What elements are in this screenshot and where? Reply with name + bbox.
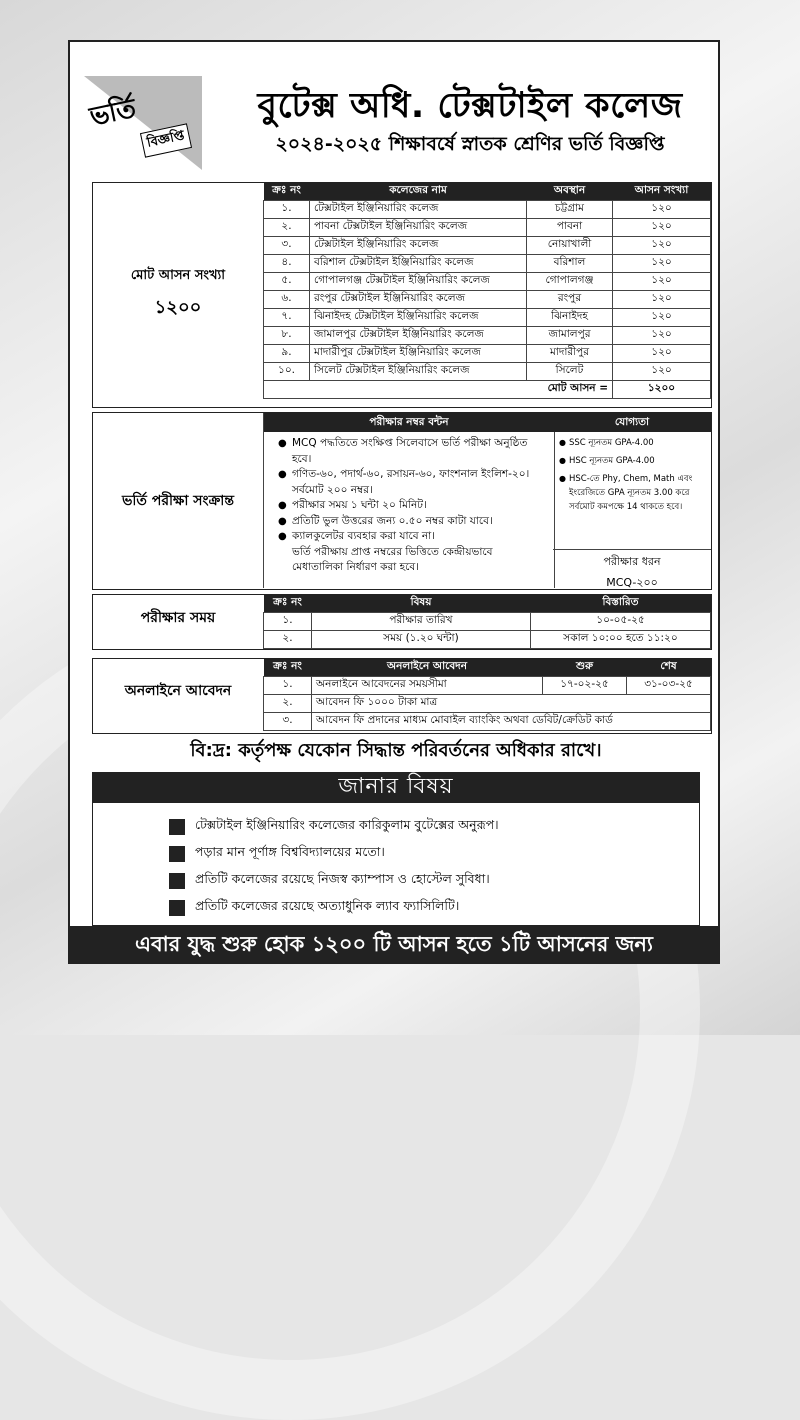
table-row	[264, 237, 711, 255]
seats-table	[263, 183, 711, 399]
know-box	[92, 802, 700, 926]
subject-cell: সময় (১.২০ ঘন্টা)	[312, 631, 531, 649]
eligibility-heading: যোগ্যতা	[553, 413, 711, 432]
seats-cell: ১২০	[613, 309, 711, 327]
footer-banner: এবার যুদ্ধ শুরু হোক ১২০০ টি আসন হতে ১টি আসনের জন্য	[70, 926, 718, 962]
college-cell: জামালপুর টেক্সটাইল ইঞ্জিনিয়ারিং কলেজ	[310, 327, 527, 345]
seats-table-header	[264, 183, 711, 201]
seats-cell: ১২০	[613, 327, 711, 345]
exam-type-label: পরীক্ষার ধরন	[603, 555, 661, 568]
table-row	[264, 201, 711, 219]
exam-section	[92, 412, 712, 590]
table-row	[264, 363, 711, 381]
online-section	[92, 658, 712, 734]
know-item-text: টেক্সটাইল ইঞ্জিনিয়ারিং কলেজের কারিকুলাম বুটেক্সের অনুরূপ।	[195, 817, 499, 832]
serial-cell: ৩.	[264, 713, 312, 731]
college-cell: মাদারীপুর টেক্সটাইল ইঞ্জিনিয়ারিং কলেজ	[310, 345, 527, 363]
college-cell: সিলেট টেক্সটাইল ইঞ্জিনিয়ারিং কলেজ	[310, 363, 527, 381]
admission-stamp	[84, 76, 206, 172]
location-cell: মাদারীপুর	[527, 345, 613, 363]
serial-cell: ২.	[264, 631, 312, 649]
know-item-text: পড়ার মান পূর্ণাঙ্গ বিশ্ববিদ্যালয়ের মতো।	[195, 844, 385, 859]
stamp-small-text: বিজ্ঞপ্তি	[140, 123, 192, 157]
schedule-section	[92, 594, 712, 650]
schedule-label: পরীক্ষার সময়	[140, 609, 216, 626]
location-cell: পাবনা	[527, 219, 613, 237]
subject-cell: পরীক্ষার তারিখ	[312, 613, 531, 631]
application-cell: আবেদন ফি প্রদানের মাধ্যম মোবাইল ব্যাংকিং অথবা ডেবিট/ক্রেডিট কার্ড	[312, 713, 711, 731]
col-college: কলেজের নাম	[310, 183, 527, 201]
details-cell: ১০-০৫-২৫	[531, 613, 711, 631]
serial-cell: ১.	[264, 677, 312, 695]
exam-label: ভর্তি পরীক্ষা সংক্রান্ত	[122, 492, 234, 509]
square-bullet-icon	[169, 873, 185, 889]
table-row	[264, 677, 711, 695]
college-cell: ঝিনাইদহ টেক্সটাইল ইঞ্জিনিয়ারিং কলেজ	[310, 309, 527, 327]
seats-cell: ১২০	[613, 255, 711, 273]
table-row	[264, 309, 711, 327]
list-item: ● SSC ন্যূনতম GPA-4.00	[559, 436, 705, 450]
serial-cell: ১০.	[264, 363, 310, 381]
seats-cell: ১২০	[613, 219, 711, 237]
know-item-text: প্রতিটি কলেজের রয়েছে অত্যাধুনিক ল্যাব ফ্যাসিলিটি।	[195, 898, 460, 913]
seats-cell: ১২০	[613, 237, 711, 255]
list-item	[169, 871, 490, 891]
online-table	[263, 659, 711, 731]
schedule-table-body	[264, 613, 711, 649]
square-bullet-icon	[169, 819, 185, 835]
stamp-big-text: ভর্তি	[87, 93, 139, 133]
serial-cell: ১.	[264, 613, 312, 631]
table-row	[264, 695, 711, 713]
know-item-text: প্রতিটি কলেজের রয়েছে নিজস্ব ক্যাম্পাস ও হোস্টেল সুবিধা।	[195, 871, 490, 886]
location-cell: গোপালগঞ্জ	[527, 273, 613, 291]
location-cell: বরিশাল	[527, 255, 613, 273]
seats-cell: ১২০	[613, 345, 711, 363]
table-row	[264, 613, 711, 631]
serial-cell: ৬.	[264, 291, 310, 309]
serial-cell: ৭.	[264, 309, 310, 327]
list-item	[169, 844, 385, 864]
location-cell: সিলেট	[527, 363, 613, 381]
total-label: মোট আসন =	[264, 381, 613, 399]
exam-type-value: MCQ-২০০	[606, 576, 658, 589]
list-item: ● পরীক্ষার সময় ১ ঘন্টা ২০ মিনিট।	[278, 498, 544, 514]
location-cell: জামালপুর	[527, 327, 613, 345]
end-cell: ৩১-০৩-২৫	[627, 677, 711, 695]
seats-cell: ১২০	[613, 363, 711, 381]
schedule-table	[263, 595, 711, 649]
total-row	[264, 381, 711, 399]
seats-cell: ১২০	[613, 201, 711, 219]
eligibility-list	[553, 432, 711, 514]
col-details: বিস্তারিত	[531, 595, 711, 613]
col-subject: বিষয়	[312, 595, 531, 613]
list-item: ● MCQ পদ্ধতিতে সংক্ষিপ্ত সিলেবাসে ভর্তি পরীক্ষা অনুষ্ঠিত হবে।	[278, 436, 544, 467]
col-seats: আসন সংখ্যা	[613, 183, 711, 201]
details-cell: সকাল ১০:০০ হতে ১১:২০	[531, 631, 711, 649]
col-serial: ক্রঃ নং	[264, 595, 312, 613]
col-serial: ক্রঃ নং	[264, 659, 312, 677]
serial-cell: ৫.	[264, 273, 310, 291]
exam-type-block	[553, 549, 711, 588]
location-cell: ঝিনাইদহ	[527, 309, 613, 327]
table-row	[264, 631, 711, 649]
online-table-body	[264, 677, 711, 731]
seats-cell: ১২০	[613, 273, 711, 291]
table-row	[264, 219, 711, 237]
eligibility-panel	[553, 413, 711, 588]
seats-cell: ১২০	[613, 291, 711, 309]
college-cell: টেক্সটাইল ইঞ্জিনিয়ারিং কলেজ	[310, 201, 527, 219]
seats-total: ১২০০	[154, 296, 202, 318]
col-application: অনলাইনে আবেদন	[312, 659, 543, 677]
list-item: ● ক্যালকুলেটর ব্যবহার করা যাবে না।	[278, 529, 544, 545]
table-row	[264, 713, 711, 731]
location-cell: নোয়াখালী	[527, 237, 613, 255]
seats-table-body	[264, 201, 711, 399]
table-row	[264, 291, 711, 309]
list-item	[169, 898, 459, 918]
location-cell: চট্টগ্রাম	[527, 201, 613, 219]
list-item: ● প্রতিটি ভুল উত্তরের জন্য ০.৫০ নম্বর কাটা যাবে।	[278, 514, 544, 530]
seats-section	[92, 182, 712, 408]
college-cell: রংপুর টেক্সটাইল ইঞ্জিনিয়ারিং কলেজ	[310, 291, 527, 309]
page-title: বুটেক্স অধি. টেক্সটাইল কলেজ	[257, 86, 683, 126]
location-cell: রংপুর	[527, 291, 613, 309]
page-subtitle: ২০২৪-২০২৫ শিক্ষাবর্ষে স্নাতক শ্রেণির ভর্তি বিজ্ঞপ্তি	[275, 133, 665, 155]
list-item: ● গণিত-৬০, পদার্থ-৬০, রসায়ন-৬০, ফাংশনাল ইংলিশ-২০। সর্বমোট ২০০ নম্বর।	[278, 467, 544, 498]
rules-note: ভর্তি পরীক্ষায় প্রাপ্ত নম্বরের ভিত্তিতে কেন্দ্রীয়ভাবে মেধাতালিকা নির্ধারণ করা হবে।	[292, 545, 493, 573]
col-location: অবস্থান	[527, 183, 613, 201]
online-table-header	[264, 659, 711, 677]
serial-cell: ৪.	[264, 255, 310, 273]
rules-list	[264, 432, 554, 576]
list-item: ● HSC-তে Phy, Chem, Math এবং ইংরেজিতে GPA ন্যূনতম 3.00 করে সর্বমোট কমপক্ষে 14 থাকতে হবে।	[559, 472, 705, 514]
table-row	[264, 273, 711, 291]
college-cell: টেক্সটাইল ইঞ্জিনিয়ারিং কলেজ	[310, 237, 527, 255]
col-start: শুরু	[543, 659, 627, 677]
know-heading: জানার বিষয়	[92, 772, 700, 802]
application-cell: অনলাইনে আবেদনের সময়সীমা	[312, 677, 543, 695]
serial-cell: ১.	[264, 201, 310, 219]
seats-label-block	[93, 183, 263, 406]
list-item: ● HSC ন্যূনতম GPA-4.00	[559, 454, 705, 468]
serial-cell: ৩.	[264, 237, 310, 255]
college-cell: পাবনা টেক্সটাইল ইঞ্জিনিয়ারিং কলেজ	[310, 219, 527, 237]
total-value: ১২০০	[613, 381, 711, 399]
start-cell: ১৭-০২-২৫	[543, 677, 627, 695]
admission-notice-page	[68, 40, 720, 964]
college-cell: গোপালগঞ্জ টেক্সটাইল ইঞ্জিনিয়ারিং কলেজ	[310, 273, 527, 291]
col-serial: ক্রঃ নং	[264, 183, 310, 201]
seats-label: মোট আসন সংখ্যা	[130, 267, 226, 283]
table-row	[264, 345, 711, 363]
notice-text: বি:দ্র: কর্তৃপক্ষ যেকোন সিদ্ধান্ত পরিবর্তনের অধিকার রাখে।	[190, 740, 602, 761]
list-item	[169, 817, 499, 837]
college-cell: বরিশাল টেক্সটাইল ইঞ্জিনিয়ারিং কলেজ	[310, 255, 527, 273]
square-bullet-icon	[169, 900, 185, 916]
table-row	[264, 255, 711, 273]
serial-cell: ২.	[264, 219, 310, 237]
serial-cell: ৯.	[264, 345, 310, 363]
serial-cell: ৮.	[264, 327, 310, 345]
serial-cell: ২.	[264, 695, 312, 713]
application-cell: আবেদন ফি ১০০০ টাকা মাত্র	[312, 695, 711, 713]
schedule-table-header	[264, 595, 711, 613]
col-end: শেষ	[627, 659, 711, 677]
marks-panel	[263, 413, 555, 588]
square-bullet-icon	[169, 846, 185, 862]
marks-heading: পরীক্ষার নম্বর বন্টন	[264, 413, 554, 432]
online-label: অনলাইনে আবেদন	[124, 683, 232, 699]
table-row	[264, 327, 711, 345]
